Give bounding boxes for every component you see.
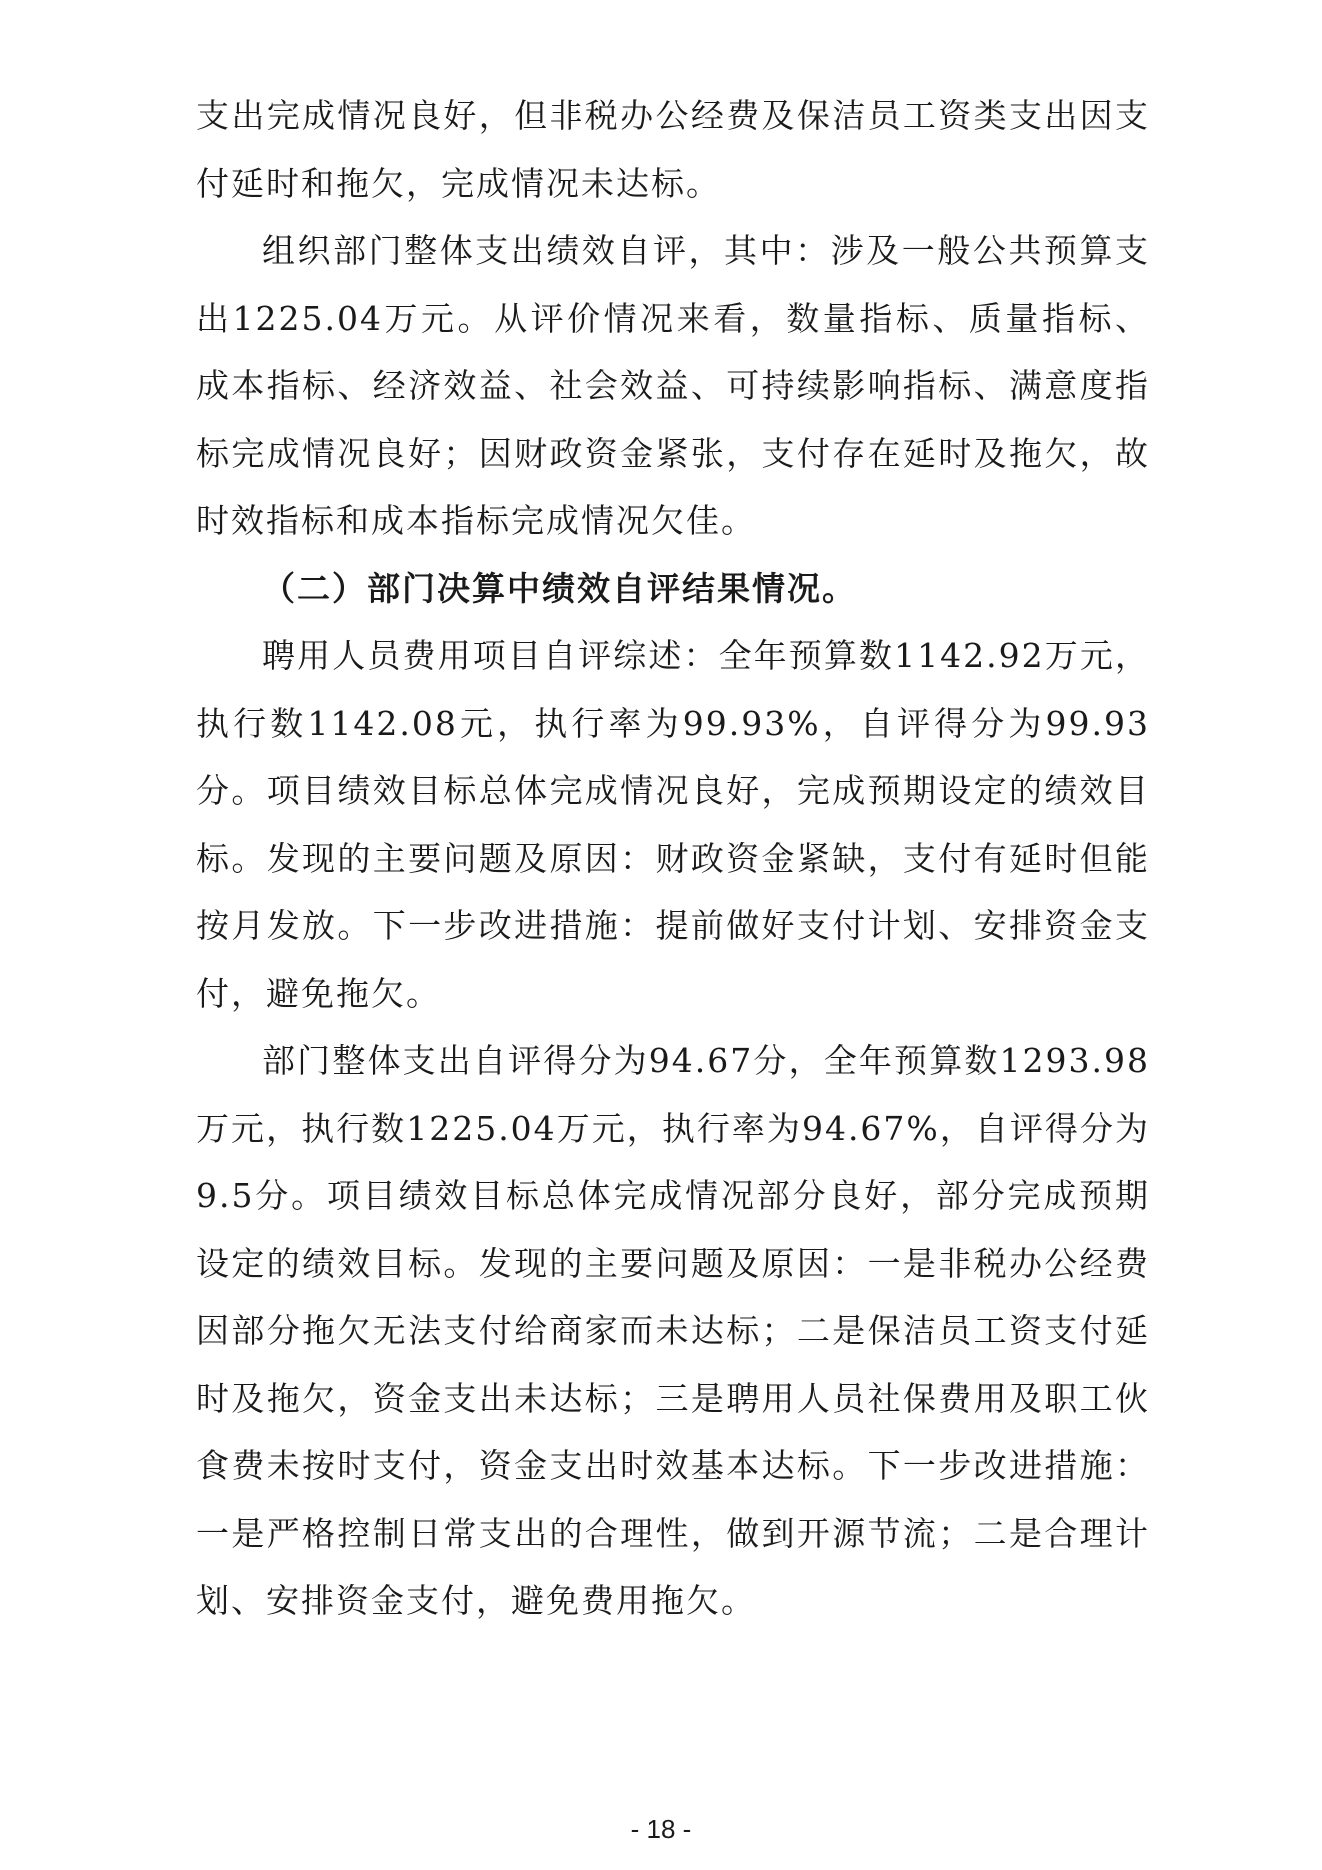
section-heading: （二）部门决算中绩效自评结果情况。 [262,568,857,608]
document-body [196,82,1150,1635]
paragraph-continuation: 支出完成情况良好，但非税办公经费及保洁员工资类支出因支付延时和拖欠，完成情况未达标。 [196,96,1150,203]
paragraph-overall-evaluation: 组织部门整体支出绩效自评，其中：涉及一般公共预算支出1225.04万元。从评价情况来看，数量指标、质量指标、成本指标、经济效益、社会效益、可持续影响指标、满意度指标完成情况良好；因财政资金紧张，支付存在延时及拖欠，故时效指标和成本指标完成情况欠佳。 [196,231,1150,540]
paragraph-department-review: 部门整体支出自评得分为94.67分，全年预算数1293.98万元，执行数1225.04万元，执行率为94.67%，自评得分为9.5分。项目绩效目标总体完成情况部分良好，部分完成预期设定的绩效目标。发现的主要问题及原因：一是非税办公经费因部分拖欠无法支付给商家而未达标；二是保洁员工资支付延时及拖欠，资金支出未达标；三是聘用人员社保费用及职工伙食费未按时支付，资金支出时效基本达标。下一步改进措施：一是严格控制日常支出的合理性，做到开源节流；二是合理计划、安排资金支付，避免费用拖欠。 [196,1041,1150,1620]
page-number: - 18 - [630,1814,692,1844]
paragraph-staff-cost-review: 聘用人员费用项目自评综述：全年预算数1142.92万元，执行数1142.08元，执行率为99.93%，自评得分为99.93分。项目绩效目标总体完成情况良好，完成预期设定的绩效目标。发现的主要问题及原因：财政资金紧缺，支付有延时但能按月发放。下一步改进措施：提前做好支付计划、安排资金支付，避免拖欠。 [196,636,1150,1013]
